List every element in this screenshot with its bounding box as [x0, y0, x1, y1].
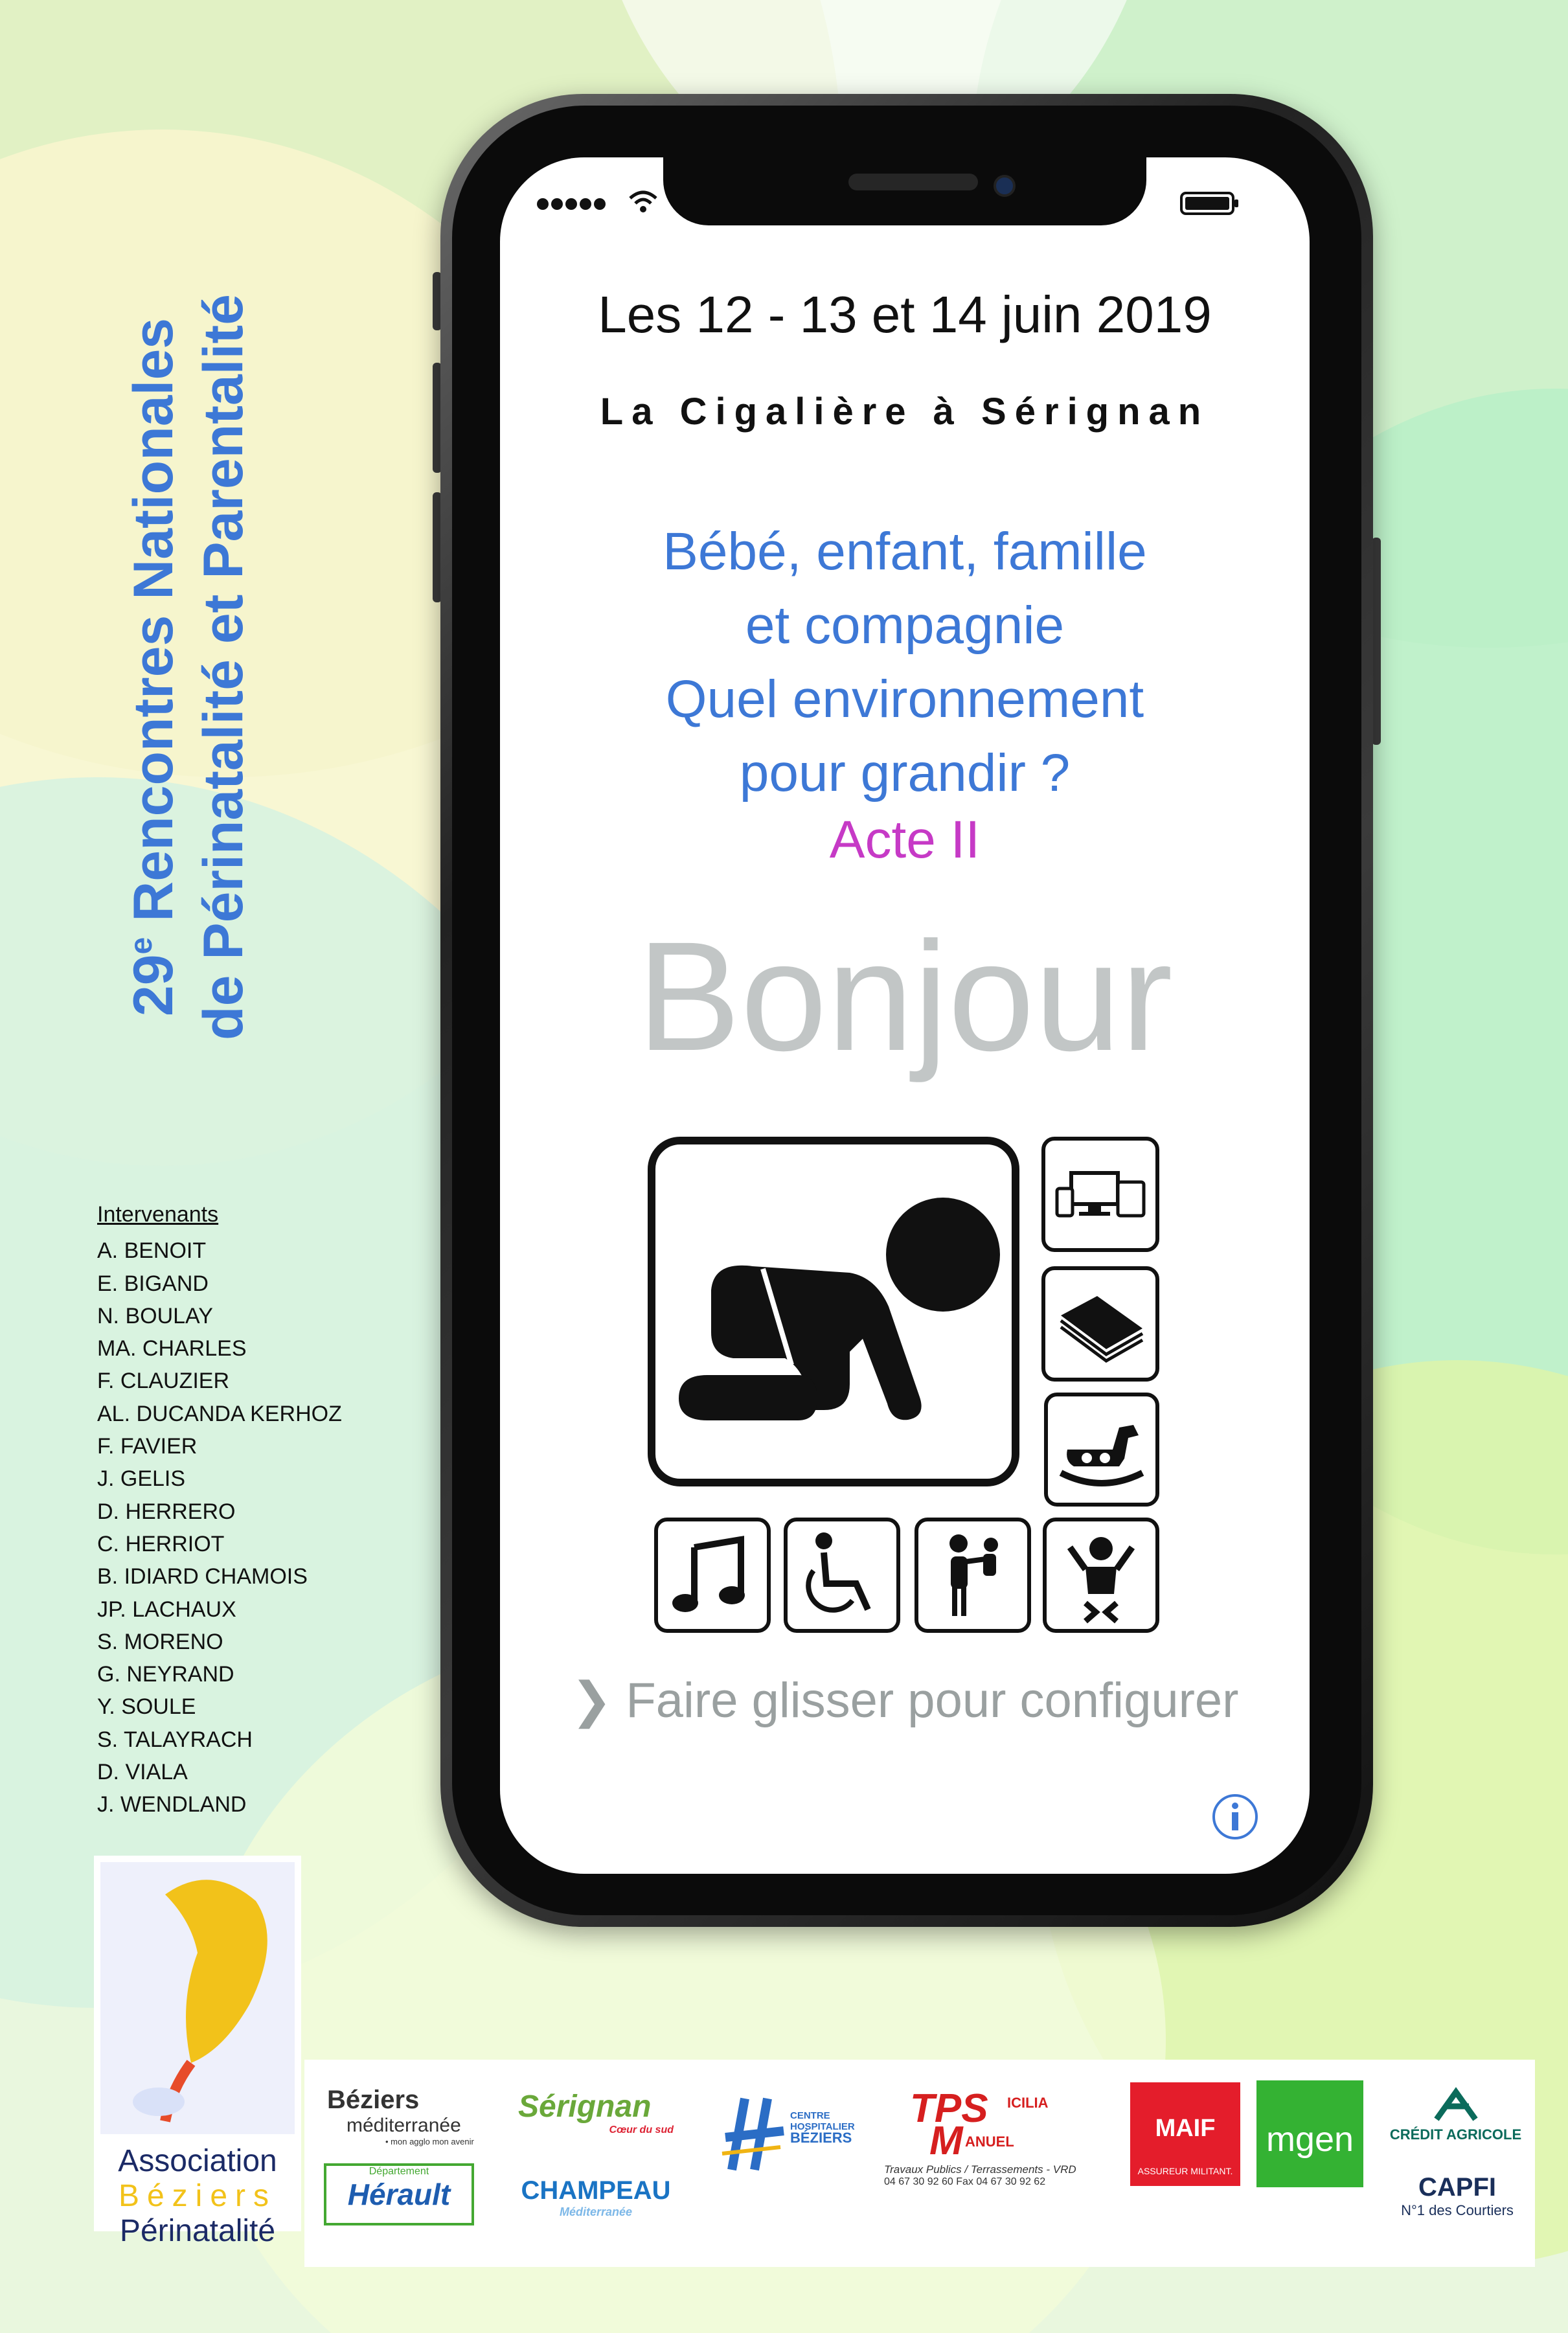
sponsor-mgen	[1256, 2080, 1363, 2187]
infant-icon[interactable]	[1043, 1518, 1159, 1633]
hospital-line2: HOSPITALIER	[790, 2121, 855, 2132]
capfi-name: CAPFI	[1418, 2173, 1496, 2202]
rocking-horse-icon[interactable]	[1044, 1393, 1159, 1507]
baby-crawling-icon	[648, 1137, 1019, 1486]
theme-line: Bébé, enfant, famille	[663, 522, 1147, 581]
sponsor-champeau	[512, 2176, 680, 2219]
serignan-name: Sérignan	[518, 2089, 652, 2124]
event-venue: La Cigalière à Sérignan	[600, 391, 1210, 433]
hospital-line1: CENTRE	[790, 2110, 830, 2121]
association-name-line1: Association	[118, 2144, 277, 2178]
signal-icon	[536, 196, 608, 212]
speaker-name: F. FAVIER	[97, 1434, 198, 1459]
wifi-icon	[627, 189, 659, 215]
speaker-name: E. BIGAND	[97, 1271, 209, 1296]
speaker-name: Y. SOULE	[97, 1694, 196, 1720]
speaker-name: B. IDIARD CHAMOIS	[97, 1564, 308, 1589]
acte-label: Acte II	[829, 810, 981, 869]
greeting: Bonjour	[637, 909, 1173, 1083]
hospital-line3: BÉZIERS	[790, 2130, 852, 2146]
swipe-hint[interactable]	[500, 1671, 1310, 1729]
association-emblem	[94, 1856, 301, 2141]
speaker-name: D. HERRERO	[97, 1499, 236, 1524]
sponsor-tps-manuel	[878, 2086, 1091, 2215]
association-logo	[94, 1856, 301, 2248]
speaker-name: A. BENOIT	[97, 1238, 207, 1264]
devices-icon[interactable]	[1041, 1137, 1159, 1252]
mgen-name: mgen	[1266, 2120, 1354, 2159]
sponsor-maif	[1130, 2082, 1240, 2186]
speakers-list	[97, 1198, 342, 1821]
tps-sub: Travaux Publics / Terrassements - VRD	[884, 2163, 1076, 2176]
hospital-logo-icon	[719, 2092, 790, 2176]
sponsor-herault	[324, 2163, 474, 2225]
parent-child-icon[interactable]	[915, 1518, 1031, 1633]
tps-sicilia: ICILIA	[1007, 2095, 1049, 2111]
phone-power-button	[1372, 538, 1381, 745]
theme	[500, 515, 1310, 810]
association-name-line2: Béziers	[118, 2179, 277, 2213]
sponsor-capfi	[1380, 2173, 1535, 2219]
speakers-heading: Intervenants	[97, 1202, 219, 1227]
maif-sub: ASSUREUR MILITANT.	[1137, 2166, 1233, 2176]
credit-agricole-logo-icon	[1430, 2087, 1482, 2123]
info-icon[interactable]	[1211, 1793, 1259, 1841]
speaker-name: AL. DUCANDA KERHOZ	[97, 1401, 342, 1426]
tps-anuel: ANUEL	[965, 2134, 1014, 2150]
beziers-tag: • mon agglo mon avenir	[385, 2137, 474, 2146]
book-icon[interactable]	[1041, 1266, 1159, 1382]
beziers-name: Béziers	[327, 2086, 420, 2114]
wheelchair-icon[interactable]	[784, 1518, 900, 1633]
speaker-name: C. HERRIOT	[97, 1531, 225, 1556]
tps-phone: 04 67 30 92 60 Fax 04 67 30 92 62	[884, 2176, 1046, 2187]
tps-m: M	[929, 2119, 963, 2163]
music-note-icon[interactable]	[654, 1518, 771, 1633]
tps-name: TPS	[910, 2086, 988, 2131]
herault-name: Hérault	[347, 2178, 451, 2211]
speaker-name: D. VIALA	[97, 1760, 188, 1785]
speaker-name: MA. CHARLES	[97, 1336, 247, 1361]
theme-line: pour grandir ?	[739, 744, 1071, 802]
champeau-sub: Méditerranée	[559, 2205, 633, 2218]
battery-icon	[1180, 192, 1240, 215]
event-title: 29e Rencontres Nationales de Périnatalité et Parentalité	[122, 294, 255, 1040]
serignan-sub: Cœur du sud	[609, 2124, 674, 2135]
speaker-name: G. NEYRAND	[97, 1662, 234, 1687]
speaker-name: J. WENDLAND	[97, 1792, 247, 1817]
speaker-name: N. BOULAY	[97, 1303, 213, 1328]
phone-speaker	[848, 174, 978, 190]
sponsor-hospital	[719, 2092, 868, 2176]
swipe-hint-label: Faire glisser pour configurer	[626, 1673, 1239, 1728]
maif-name: MAIF	[1155, 2115, 1216, 2142]
herault-top: Département	[369, 2166, 429, 2177]
speaker-name: F. CLAUZIER	[97, 1369, 230, 1394]
beziers-sub: méditerranée	[347, 2115, 461, 2136]
theme-line: et compagnie	[745, 596, 1065, 655]
speaker-name: JP. LACHAUX	[97, 1597, 236, 1622]
speaker-name: S. TALAYRACH	[97, 1727, 253, 1752]
sponsor-beziers-mediterranee	[327, 2086, 476, 2146]
speaker-name: J. GELIS	[97, 1466, 186, 1492]
theme-line: Quel environnement	[665, 670, 1144, 729]
event-date: Les 12 - 13 et 14 juin 2019	[598, 286, 1212, 343]
credit-agricole-name: CRÉDIT AGRICOLE	[1389, 2126, 1522, 2143]
sponsor-serignan	[518, 2089, 693, 2136]
chevron-right-icon: ❯	[571, 1673, 613, 1728]
phone-camera	[994, 175, 1016, 197]
speaker-name: S. MORENO	[97, 1629, 223, 1654]
sponsor-credit-agricole	[1376, 2087, 1535, 2143]
capfi-sub: N°1 des Courtiers	[1401, 2202, 1514, 2218]
champeau-name: CHAMPEAU	[521, 2176, 671, 2205]
association-name-line3: Périnatalité	[119, 2214, 276, 2248]
